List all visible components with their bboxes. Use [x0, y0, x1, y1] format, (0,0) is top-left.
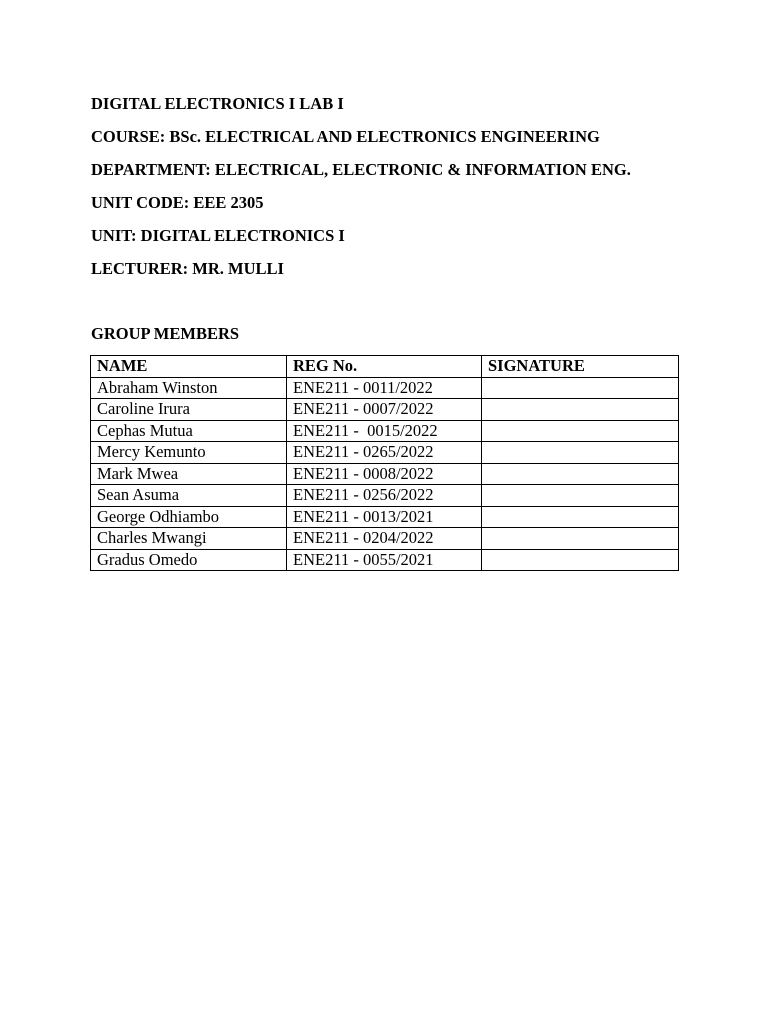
- member-name: Cephas Mutua: [91, 420, 287, 442]
- member-reg-no: ENE211 - 0011/2022: [287, 377, 482, 399]
- member-name: Mark Mwea: [91, 463, 287, 485]
- member-name: George Odhiambo: [91, 506, 287, 528]
- table-row: [91, 420, 679, 442]
- member-reg-no: ENE211 - 0204/2022: [287, 528, 482, 550]
- member-reg-no: ENE211 - 0256/2022: [287, 485, 482, 507]
- member-reg-no: ENE211 - 0007/2022: [287, 399, 482, 421]
- table-row: [91, 485, 679, 507]
- group-members-heading: GROUP MEMBERS: [91, 324, 240, 343]
- column-header-reg-no: REG No.: [287, 356, 482, 378]
- table-row: [91, 399, 679, 421]
- course-line: COURSE: BSc. ELECTRICAL AND ELECTRONICS ENGINEERING: [91, 127, 600, 146]
- member-signature: [482, 528, 679, 550]
- member-signature: [482, 463, 679, 485]
- member-name: Gradus Omedo: [91, 549, 287, 571]
- unit-line: UNIT: DIGITAL ELECTRONICS I: [91, 226, 345, 245]
- member-reg-no: ENE211 - 0015/2022: [287, 420, 482, 442]
- table-row: [91, 377, 679, 399]
- table-row: [91, 549, 679, 571]
- table-row: [91, 528, 679, 550]
- member-signature: [482, 485, 679, 507]
- member-name: Abraham Winston: [91, 377, 287, 399]
- member-reg-no: ENE211 - 0265/2022: [287, 442, 482, 464]
- lecturer-line: LECTURER: MR. MULLI: [91, 259, 284, 278]
- member-name: Mercy Kemunto: [91, 442, 287, 464]
- department-line: DEPARTMENT: ELECTRICAL, ELECTRONIC & INFORMATION ENG.: [91, 160, 631, 179]
- member-signature: [482, 549, 679, 571]
- member-signature: [482, 442, 679, 464]
- member-reg-no: ENE211 - 0008/2022: [287, 463, 482, 485]
- table-row: [91, 442, 679, 464]
- member-reg-no: ENE211 - 0055/2021: [287, 549, 482, 571]
- table-header-row: [91, 356, 679, 378]
- column-header-name: NAME: [91, 356, 287, 378]
- unit-code-line: UNIT CODE: EEE 2305: [91, 193, 264, 212]
- member-signature: [482, 420, 679, 442]
- column-header-signature: SIGNATURE: [482, 356, 679, 378]
- document-title: DIGITAL ELECTRONICS I LAB I: [91, 94, 344, 113]
- member-name: Charles Mwangi: [91, 528, 287, 550]
- member-signature: [482, 506, 679, 528]
- member-name: Sean Asuma: [91, 485, 287, 507]
- member-signature: [482, 377, 679, 399]
- table-row: [91, 463, 679, 485]
- table-row: [91, 506, 679, 528]
- member-reg-no: ENE211 - 0013/2021: [287, 506, 482, 528]
- member-name: Caroline Irura: [91, 399, 287, 421]
- document-header: [91, 94, 731, 292]
- member-signature: [482, 399, 679, 421]
- group-members-table: [90, 355, 679, 571]
